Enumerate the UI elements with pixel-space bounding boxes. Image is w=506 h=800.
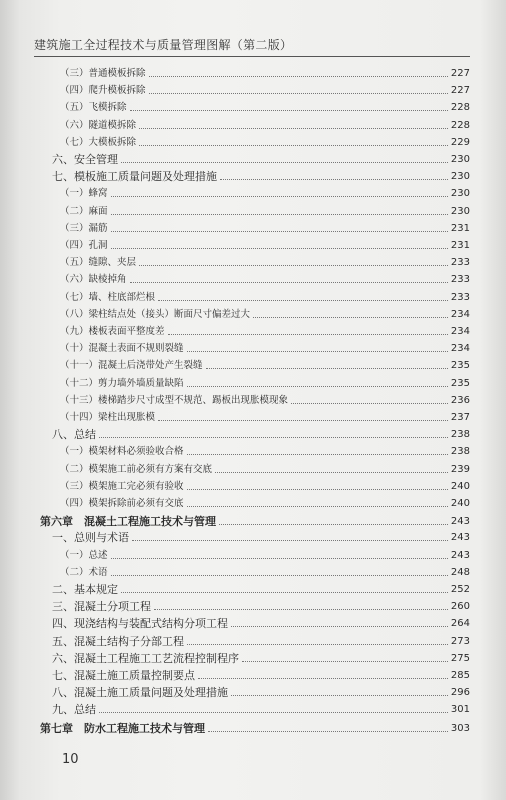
toc-entry-title: 六、混凝土工程施工工艺流程控制程序 bbox=[52, 651, 239, 665]
toc-entry-title: 第六章 混凝土工程施工技术与管理 bbox=[40, 515, 216, 529]
toc-entry-title: （三）模架施工完必须有验收 bbox=[60, 480, 184, 492]
toc-page-number: 275 bbox=[450, 652, 470, 664]
toc-entry-title: （一）总述 bbox=[60, 549, 108, 561]
toc-section-entry bbox=[52, 597, 470, 613]
toc-entry-title: 六、安全管理 bbox=[52, 153, 118, 166]
toc-dot-leader bbox=[154, 609, 448, 610]
toc-dot-leader bbox=[291, 403, 448, 404]
toc-page-number: 228 bbox=[450, 102, 470, 114]
toc-subsection-entry bbox=[60, 133, 470, 149]
toc-subsection-entry bbox=[60, 460, 470, 476]
toc-dot-leader bbox=[219, 524, 448, 525]
toc-entry-title: 九、总结 bbox=[52, 703, 96, 717]
toc-entry-title: （二）术语 bbox=[60, 566, 108, 578]
toc-page-number: 231 bbox=[450, 222, 470, 234]
toc-entry-title: （四）模架拆除前必须有交底 bbox=[60, 498, 184, 509]
toc-entry-title: 七、混凝土施工质量控制要点 bbox=[52, 669, 195, 682]
toc-page-number: 243 bbox=[450, 549, 470, 561]
toc-subsection-entry bbox=[60, 98, 470, 114]
toc-dot-leader bbox=[187, 506, 448, 507]
toc-subsection-entry bbox=[60, 64, 470, 80]
toc-dot-leader bbox=[158, 420, 448, 421]
toc-dot-leader bbox=[208, 731, 448, 732]
toc-entry-title: 八、总结 bbox=[52, 428, 96, 442]
toc-page-number: 301 bbox=[450, 704, 470, 716]
toc-page-number: 230 bbox=[450, 205, 470, 217]
toc-subsection-entry bbox=[60, 270, 470, 286]
toc-page-number: 285 bbox=[450, 670, 470, 681]
toc-entry-title: 一、总则与术语 bbox=[52, 531, 129, 545]
toc-subsection-entry bbox=[60, 494, 470, 510]
toc-dot-leader bbox=[139, 145, 448, 146]
toc-page-number: 227 bbox=[450, 68, 470, 79]
toc-section-entry bbox=[52, 614, 470, 630]
toc-dot-leader bbox=[139, 128, 448, 129]
toc-subsection-entry bbox=[60, 391, 470, 407]
toc-dot-leader bbox=[187, 489, 448, 490]
toc-dot-leader bbox=[111, 214, 448, 215]
toc-subsection-entry bbox=[60, 339, 470, 355]
toc-dot-leader bbox=[111, 575, 448, 576]
toc-dot-leader bbox=[132, 540, 448, 541]
toc-page-number: 264 bbox=[450, 618, 470, 630]
toc-page-number: 239 bbox=[450, 463, 470, 475]
toc-page-number: 240 bbox=[450, 498, 470, 509]
toc-page-number: 233 bbox=[450, 274, 470, 286]
toc-page-number: 234 bbox=[450, 326, 470, 337]
toc-subsection-entry bbox=[60, 322, 470, 338]
toc-page-number: 235 bbox=[450, 377, 470, 389]
toc-subsection-entry bbox=[60, 236, 470, 252]
page-number: 10 bbox=[62, 752, 79, 767]
toc-page-number: 228 bbox=[450, 119, 470, 131]
toc-subsection-entry bbox=[60, 408, 470, 424]
toc-page-number: 240 bbox=[450, 480, 470, 492]
header-rule bbox=[34, 56, 470, 57]
toc-page-number: 231 bbox=[450, 240, 470, 251]
toc-page-number: 296 bbox=[450, 687, 470, 699]
toc-subsection-entry bbox=[60, 442, 470, 458]
toc-page-number: 303 bbox=[450, 722, 470, 734]
toc-entry-title: （一）模架材料必须验收合格 bbox=[60, 446, 184, 458]
toc-page-number: 233 bbox=[450, 291, 470, 303]
toc-dot-leader bbox=[149, 76, 448, 77]
toc-dot-leader bbox=[130, 110, 448, 111]
toc-section-entry bbox=[52, 700, 470, 716]
toc-entry-title: （九）楼板表面平整度差 bbox=[60, 326, 165, 337]
toc-dot-leader bbox=[121, 162, 448, 163]
running-head: 建筑施工全过程技术与质量管理图解（第二版） bbox=[34, 38, 293, 52]
toc-section-entry bbox=[52, 580, 470, 596]
toc-page-number: 248 bbox=[450, 566, 470, 578]
toc-page-number: 230 bbox=[450, 171, 470, 183]
toc-entry-title: （七）墙、柱底部烂根 bbox=[60, 291, 156, 303]
toc-subsection-entry bbox=[60, 288, 470, 304]
toc-subsection-entry bbox=[60, 202, 470, 218]
toc-page-number: 237 bbox=[450, 412, 470, 423]
toc-section-entry bbox=[52, 683, 470, 699]
toc-subsection-entry bbox=[60, 81, 470, 97]
toc-subsection-entry bbox=[60, 374, 470, 390]
toc-entry-title: （五）缝隙、夹层 bbox=[60, 257, 137, 269]
toc-entry-title: （一）蜂窝 bbox=[60, 188, 108, 200]
toc-dot-leader bbox=[231, 626, 448, 627]
toc-subsection-entry bbox=[60, 219, 470, 235]
toc-entry-title: 七、模板施工质量问题及处理措施 bbox=[52, 170, 217, 184]
toc-entry-title: （四）爬升模板拆除 bbox=[60, 85, 146, 97]
toc-entry-title: 第七章 防水工程施工技术与管理 bbox=[40, 721, 205, 735]
toc-dot-leader bbox=[111, 558, 448, 559]
toc-entry-title: （七）大模板拆除 bbox=[60, 136, 137, 148]
toc-entry-title: （八）梁柱结点处（接头）断面尺寸偏差过大 bbox=[60, 308, 251, 320]
toc-section-entry bbox=[52, 528, 470, 544]
toc-section-entry bbox=[52, 425, 470, 441]
toc-chapter-entry bbox=[40, 719, 470, 735]
toc-section-entry bbox=[52, 150, 470, 166]
toc-page-number: 243 bbox=[450, 532, 470, 544]
toc-entry-title: （二）模架施工前必须有方案有交底 bbox=[60, 463, 213, 475]
toc-page-number: 234 bbox=[450, 308, 470, 320]
toc-entry-title: （十三）楼梯踏步尺寸成型不规范、踢板出现胀模现象 bbox=[60, 394, 289, 406]
toc-subsection-entry bbox=[60, 546, 470, 562]
toc-page-number: 243 bbox=[450, 516, 470, 528]
toc-section-entry bbox=[52, 666, 470, 682]
toc-entry-title: （六）隧道模拆除 bbox=[60, 119, 137, 131]
toc-subsection-entry bbox=[60, 563, 470, 579]
toc-entry-title: （十二）剪力墙外墙质量缺陷 bbox=[60, 377, 184, 389]
toc-dot-leader bbox=[231, 695, 448, 696]
toc-section-entry bbox=[52, 649, 470, 665]
toc-page-number: 236 bbox=[450, 394, 470, 406]
toc-chapter-entry bbox=[40, 512, 470, 528]
toc-dot-leader bbox=[187, 386, 448, 387]
toc-dot-leader bbox=[111, 231, 448, 232]
toc-subsection-entry bbox=[60, 477, 470, 493]
toc-page-number: 235 bbox=[450, 360, 470, 372]
toc-entry-title: （五）飞模拆除 bbox=[60, 102, 127, 114]
toc-subsection-entry bbox=[60, 356, 470, 372]
toc-entry-title: （十一）混凝土后浇带处产生裂缝 bbox=[60, 360, 203, 372]
toc-dot-leader bbox=[206, 368, 448, 369]
toc-entry-title: 五、混凝土结构子分部工程 bbox=[52, 634, 184, 648]
toc-entry-title: （十）混凝土表面不规则裂缝 bbox=[60, 343, 184, 355]
toc-dot-leader bbox=[215, 472, 448, 473]
toc-subsection-entry bbox=[60, 116, 470, 132]
toc-entry-title: （三）漏筋 bbox=[60, 222, 108, 234]
toc-page-number: 227 bbox=[450, 85, 470, 97]
toc-dot-leader bbox=[99, 712, 448, 713]
toc-page-number: 252 bbox=[450, 584, 470, 595]
toc-entry-title: （六）缺棱掉角 bbox=[60, 274, 127, 286]
toc-entry-title: （二）麻面 bbox=[60, 205, 108, 217]
toc-section-entry bbox=[52, 632, 470, 648]
toc-dot-leader bbox=[111, 248, 448, 249]
toc-entry-title: 二、基本规定 bbox=[52, 583, 118, 596]
toc-page-number: 230 bbox=[450, 188, 470, 200]
toc-section-entry bbox=[52, 167, 470, 183]
toc-entry-title: （四）孔洞 bbox=[60, 240, 108, 251]
toc-dot-leader bbox=[168, 334, 448, 335]
toc-page-number: 233 bbox=[450, 257, 470, 269]
toc-dot-leader bbox=[220, 179, 448, 180]
toc-entry-title: 四、现浇结构与装配式结构分项工程 bbox=[52, 617, 228, 631]
toc-page-number: 260 bbox=[450, 601, 470, 613]
toc-dot-leader bbox=[139, 265, 448, 266]
toc-dot-leader bbox=[149, 93, 448, 94]
toc-page-number: 234 bbox=[450, 343, 470, 355]
toc-dot-leader bbox=[253, 317, 448, 318]
toc-dot-leader bbox=[130, 282, 448, 283]
toc-dot-leader bbox=[158, 300, 448, 301]
toc-dot-leader bbox=[187, 351, 448, 352]
toc-entry-title: （三）普通模板拆除 bbox=[60, 68, 146, 79]
toc-entry-title: （十四）梁柱出现胀模 bbox=[60, 412, 156, 423]
toc-subsection-entry bbox=[60, 253, 470, 269]
toc-page-number: 230 bbox=[450, 154, 470, 165]
toc-page-number: 238 bbox=[450, 429, 470, 441]
toc-subsection-entry bbox=[60, 184, 470, 200]
toc-dot-leader bbox=[242, 661, 448, 662]
toc-subsection-entry bbox=[60, 305, 470, 321]
toc-page-number: 229 bbox=[450, 136, 470, 148]
toc-entry-title: 三、混凝土分项工程 bbox=[52, 600, 151, 614]
toc-dot-leader bbox=[121, 592, 448, 593]
toc-dot-leader bbox=[187, 644, 448, 645]
toc-dot-leader bbox=[111, 196, 448, 197]
toc-dot-leader bbox=[187, 454, 448, 455]
toc-dot-leader bbox=[99, 437, 448, 438]
toc-page-number: 238 bbox=[450, 446, 470, 458]
toc-entry-title: 八、混凝土施工质量问题及处理措施 bbox=[52, 686, 228, 700]
toc-page-number: 273 bbox=[450, 635, 470, 647]
toc-dot-leader bbox=[198, 678, 448, 679]
